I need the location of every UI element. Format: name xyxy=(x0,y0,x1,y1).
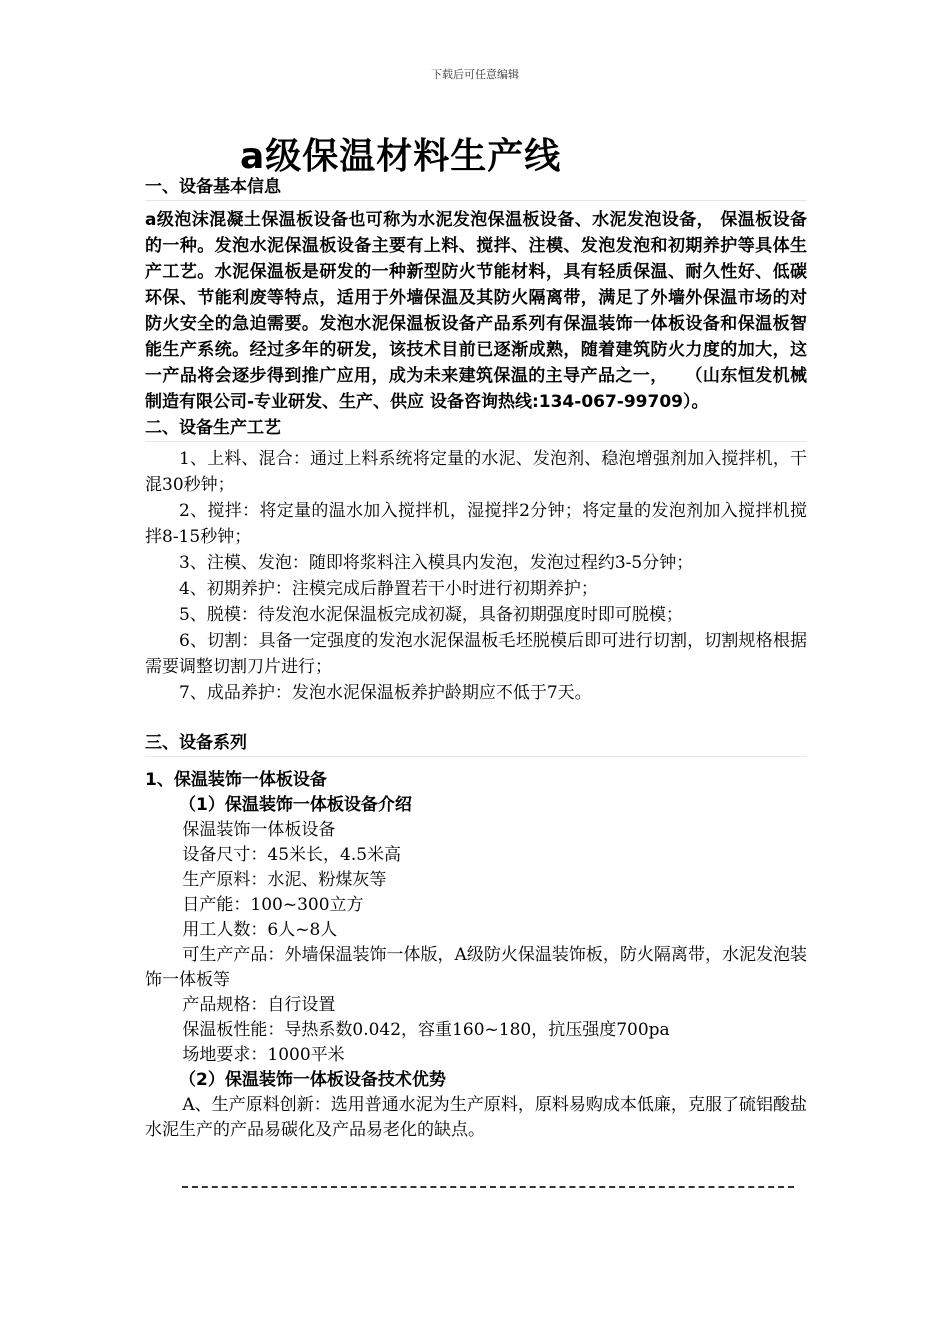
process-step: 3、注模、发泡：随即将浆料注入模具内发泡，发泡过程约3-5分钟； xyxy=(179,553,694,573)
document-title: a级保温材料生产线 xyxy=(240,136,562,177)
spec-line: 场地要求：1000平米 xyxy=(182,1045,345,1065)
spec-line: 保温装饰一体板设备 xyxy=(182,820,336,840)
process-step: 2、搅拌：将定量的温水加入搅拌机，湿搅拌2分钟；将定量的发泡剂加入搅拌机搅拌8-15秒钟； xyxy=(145,501,807,547)
section-heading-series: 三、设备系列 xyxy=(145,730,807,757)
equipment-intro xyxy=(145,793,807,1143)
spec-line: 设备尺寸：45米长，4.5米高 xyxy=(182,845,402,865)
process-steps xyxy=(145,446,807,706)
spec-line: 保温板性能：导热系数0.042，容重160~180，抗压强度700pa xyxy=(182,1020,670,1040)
process-step: 7、成品养护：发泡水泥保温板养护龄期应不低于7天。 xyxy=(179,683,592,703)
intro-paragraph: a级泡沫混凝土保温板设备也可称为水泥发泡保温板设备、水泥发泡设备， 保温板设备的一种。发泡水泥保温板设备主要有上料、搅拌、注模、发泡发泡和初期养护等具体生产工艺。水泥保温板是研发的一种新型防火节能材料，具有轻质保温、耐久性好、低碳环保、节能利废等特点，适用于外墙保温及其防火隔离带，满足了外墙外保温市场的对防火安全的急迫需要。发泡水泥保温板设备产品系列有保温装饰一体板设备和保温板智能生产系统。经过多年的研发，该技术目前已逐渐成熟，随着建筑防火力度的加大，这一产品将会逐步得到推广应用，成为未来建筑保温的主导产品之一， （山东恒发机械制造有限公司-专业研发、生产、供应 设备咨询热线:134-067-99709）。 xyxy=(145,210,807,412)
spec-line: 产品规格：自行设置 xyxy=(182,995,336,1015)
process-step: 4、初期养护：注模完成后静置若干小时进行初期养护； xyxy=(179,579,598,599)
section-heading-process: 二、设备生产工艺 xyxy=(145,415,807,442)
process-step: 6、切割：具备一定强度的发泡水泥保温板毛坯脱模后即可进行切割，切割规格根据需要调整切割刀片进行； xyxy=(145,631,807,677)
header-note: 下载后可任意编辑 xyxy=(431,68,519,81)
subsection-heading: 1、保温装饰一体板设备 xyxy=(145,770,327,790)
advantage-line: A、生产原料创新：选用普通水泥为生产原料，原料易购成本低廉，克服了硫铝酸盐水泥生产的产品易碳化及产品易老化的缺点。 xyxy=(145,1095,807,1140)
part-heading-advantages: （2）保温装饰一体板设备技术优势 xyxy=(179,1070,446,1090)
process-step: 5、脱模：待发泡水泥保温板完成初凝，具备初期强度时即可脱模； xyxy=(179,605,683,625)
process-step: 1、上料、混合：通过上料系统将定量的水泥、发泡剂、稳泡增强剂加入搅拌机，干混30秒钟； xyxy=(145,449,807,495)
document-content xyxy=(145,174,807,1143)
section-heading-basic-info: 一、设备基本信息 xyxy=(145,174,807,201)
part-heading-intro: （1）保温装饰一体板设备介绍 xyxy=(179,795,412,815)
spec-line: 生产原料：水泥、粉煤灰等 xyxy=(182,870,387,890)
dashed-divider xyxy=(182,1186,794,1188)
spec-line: 可生产产品：外墙保温装饰一体版，A级防火保温装饰板，防火隔离带，水泥发泡装饰一体板等 xyxy=(145,945,807,990)
spec-line: 日产能：100~300立方 xyxy=(182,895,364,915)
spec-line: 用工人数：6人~8人 xyxy=(182,920,338,940)
